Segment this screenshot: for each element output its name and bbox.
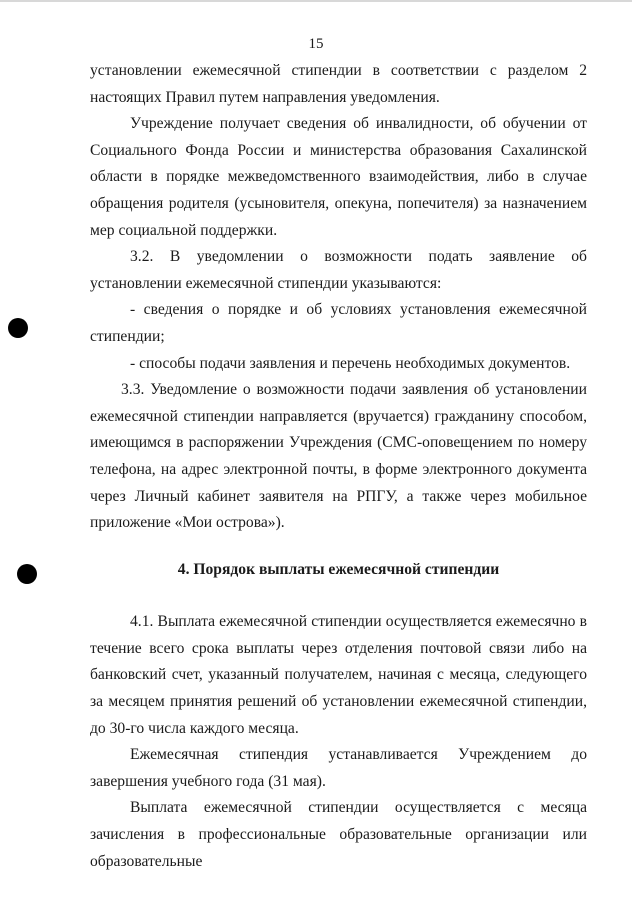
punch-hole-mark — [17, 564, 37, 584]
document-body — [90, 58, 587, 875]
list-item-methods: - способы подачи заявления и перечень необходимых документов. — [130, 354, 571, 372]
paragraph-4-1: 4.1. Выплата ежемесячной стипендии осуществляется ежемесячно в течение всего срока выплаты через отделения почтовой связи либо на банковский счет, указанный получателем, начиная с месяца, следующего за месяцем принятия решений об установлении ежемесячной стипендии, до 30-го числа каждого месяца. — [90, 613, 587, 737]
paragraph-3-3: 3.3. Уведомление о возможности подачи заявления об установлении ежемесячной стипендии направляется (вручается) гражданину способом, имеющимся в распоряжении Учреждения (СМС-оповещением по номеру телефона, на адрес электронной почты, в форме электронного документа через Личный кабинет заявителя на РПГУ, а также через мобильное приложение «Мои острова»). — [90, 381, 587, 532]
page-number: 15 — [308, 36, 324, 52]
scan-top-edge — [0, 0, 632, 2]
paragraph-continuation: установлении ежемесячной стипендии в соответствии с разделом 2 настоящих Правил путем направления уведомления. — [90, 62, 587, 106]
section-heading-4: 4. Порядок выплаты ежемесячной стипендии — [177, 560, 500, 578]
paragraph-payment-start: Выплата ежемесячной стипендии осуществляется с месяца зачисления в профессиональные образовательные организации или образовательные — [90, 799, 587, 870]
paragraph-3-2: 3.2. В уведомлении о возможности подать заявление об установлении ежемесячной стипендии указываются: — [90, 248, 587, 292]
paragraph-academic-year: Ежемесячная стипендия устанавливается Учреждением до завершения учебного года (31 мая). — [90, 746, 587, 790]
paragraph-institution-info: Учреждение получает сведения об инвалидности, об обучении от Социального Фонда России и министерства образования Сахалинской области в порядке межведомственного взаимодействия, либо в случае обращения родителя (усыновителя, опекуна, попечителя) за назначением мер социальной поддержки. — [90, 115, 587, 239]
list-item-conditions: - сведения о порядке и об условиях установления ежемесячной стипендии; — [90, 301, 587, 345]
punch-hole-mark — [8, 318, 28, 338]
